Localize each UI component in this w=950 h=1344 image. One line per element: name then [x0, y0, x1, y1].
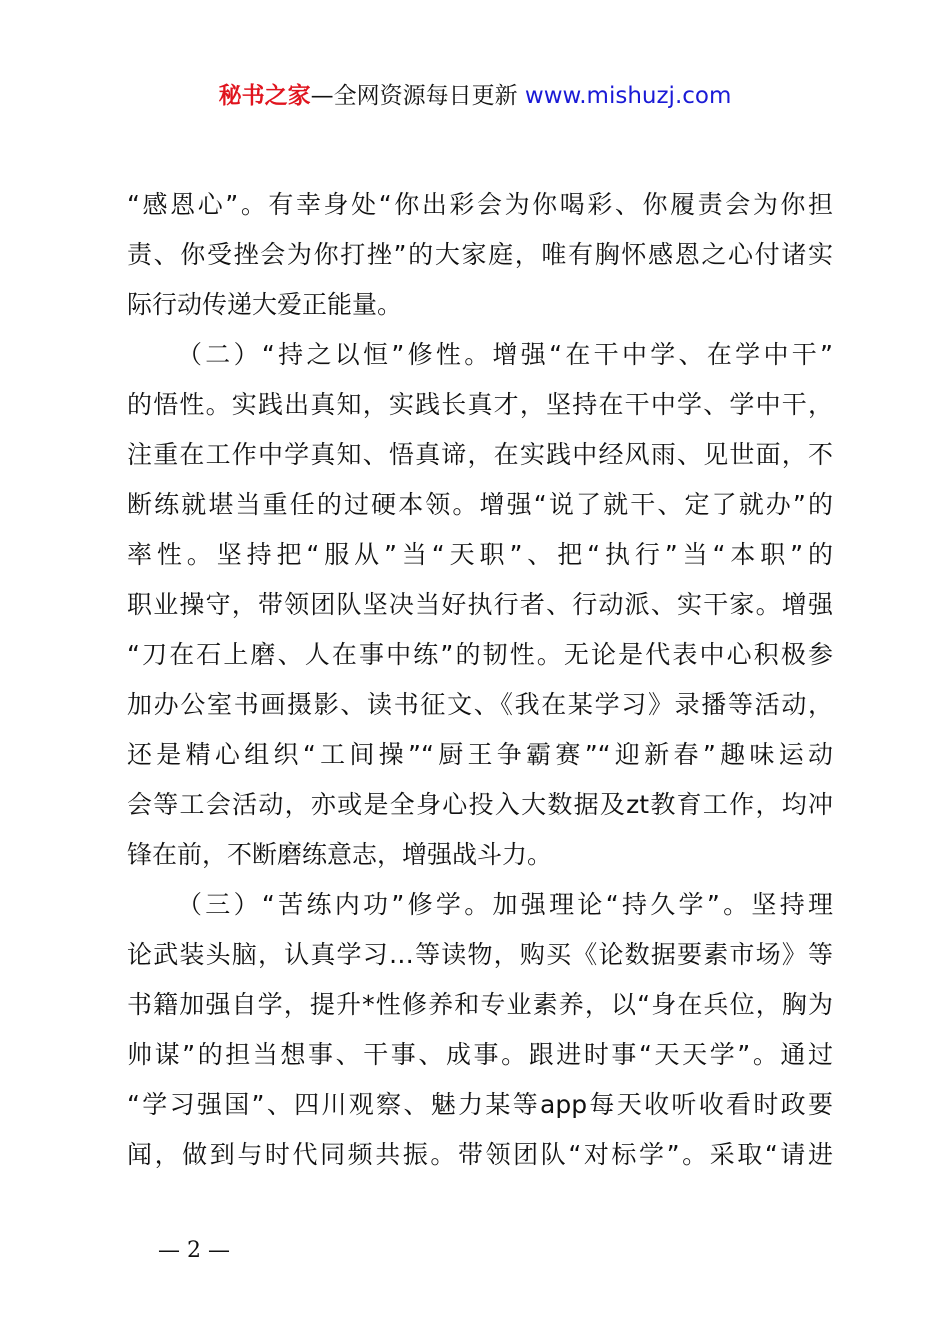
body-line: 加办公室书画摄影、读书征文、《我在某学习》录播等活动， [127, 690, 833, 719]
page-number: — 2 — [158, 1238, 230, 1263]
body-line: 还是精心组织“工间操”“厨王争霸赛”“迎新春”趣味运动 [127, 740, 833, 769]
body-line: 职业操守，带领团队坚决当好执行者、行动派、实干家。增强 [127, 590, 833, 619]
body-line: “感恩心”。有幸身处“你出彩会为你喝彩、你履责会为你担 [127, 190, 833, 219]
site-tagline: —全网资源每日更新 [310, 83, 518, 109]
body-line: 断练就堪当重任的过硬本领。增强“说了就干、定了就办”的 [127, 490, 833, 519]
body-line: 的悟性。实践出真知，实践长真才，坚持在干中学、学中干， [127, 390, 833, 419]
body-line: 闻，做到与时代同频共振。带领团队“对标学”。采取“请进 [127, 1140, 833, 1169]
body-line: （二）“持之以恒”修性。增强“在干中学、在学中干” [177, 340, 833, 369]
body-line: 会等工会活动，亦或是全身心投入大数据及zt教育工作，均冲 [127, 790, 833, 819]
body-line: 锋在前，不断磨练意志，增强战斗力。 [127, 840, 553, 869]
body-line: 责、你受挫会为你打挫”的大家庭，唯有胸怀感恩之心付诸实 [127, 240, 833, 269]
body-line: “学习强国”、四川观察、魅力某等app每天收听收看时政要 [127, 1090, 833, 1119]
body-line: 帅谋”的担当想事、干事、成事。跟进时事“天天学”。通过 [127, 1040, 833, 1069]
body-line: 注重在工作中学真知、悟真谛，在实践中经风雨、见世面，不 [127, 440, 833, 469]
body-line: 论武装头脑，认真学习…等读物，购买《论数据要素市场》等 [127, 940, 833, 969]
body-line: 率性。坚持把“服从”当“天职”、把“执行”当“本职”的 [127, 540, 833, 569]
body-line: （三）“苦练内功”修学。加强理论“持久学”。坚持理 [177, 890, 833, 919]
site-url-link[interactable]: www.mishuzj.com [524, 83, 732, 109]
site-header [0, 78, 950, 114]
body-line: “刀在石上磨、人在事中练”的韧性。无论是代表中心积极参 [127, 640, 833, 669]
body-line: 书籍加强自学，提升*性修养和专业素养，以“身在兵位，胸为 [127, 990, 833, 1019]
site-brand: 秘书之家 [218, 83, 311, 109]
document-body [127, 180, 833, 1180]
body-line: 际行动传递大爱正能量。 [127, 290, 403, 319]
